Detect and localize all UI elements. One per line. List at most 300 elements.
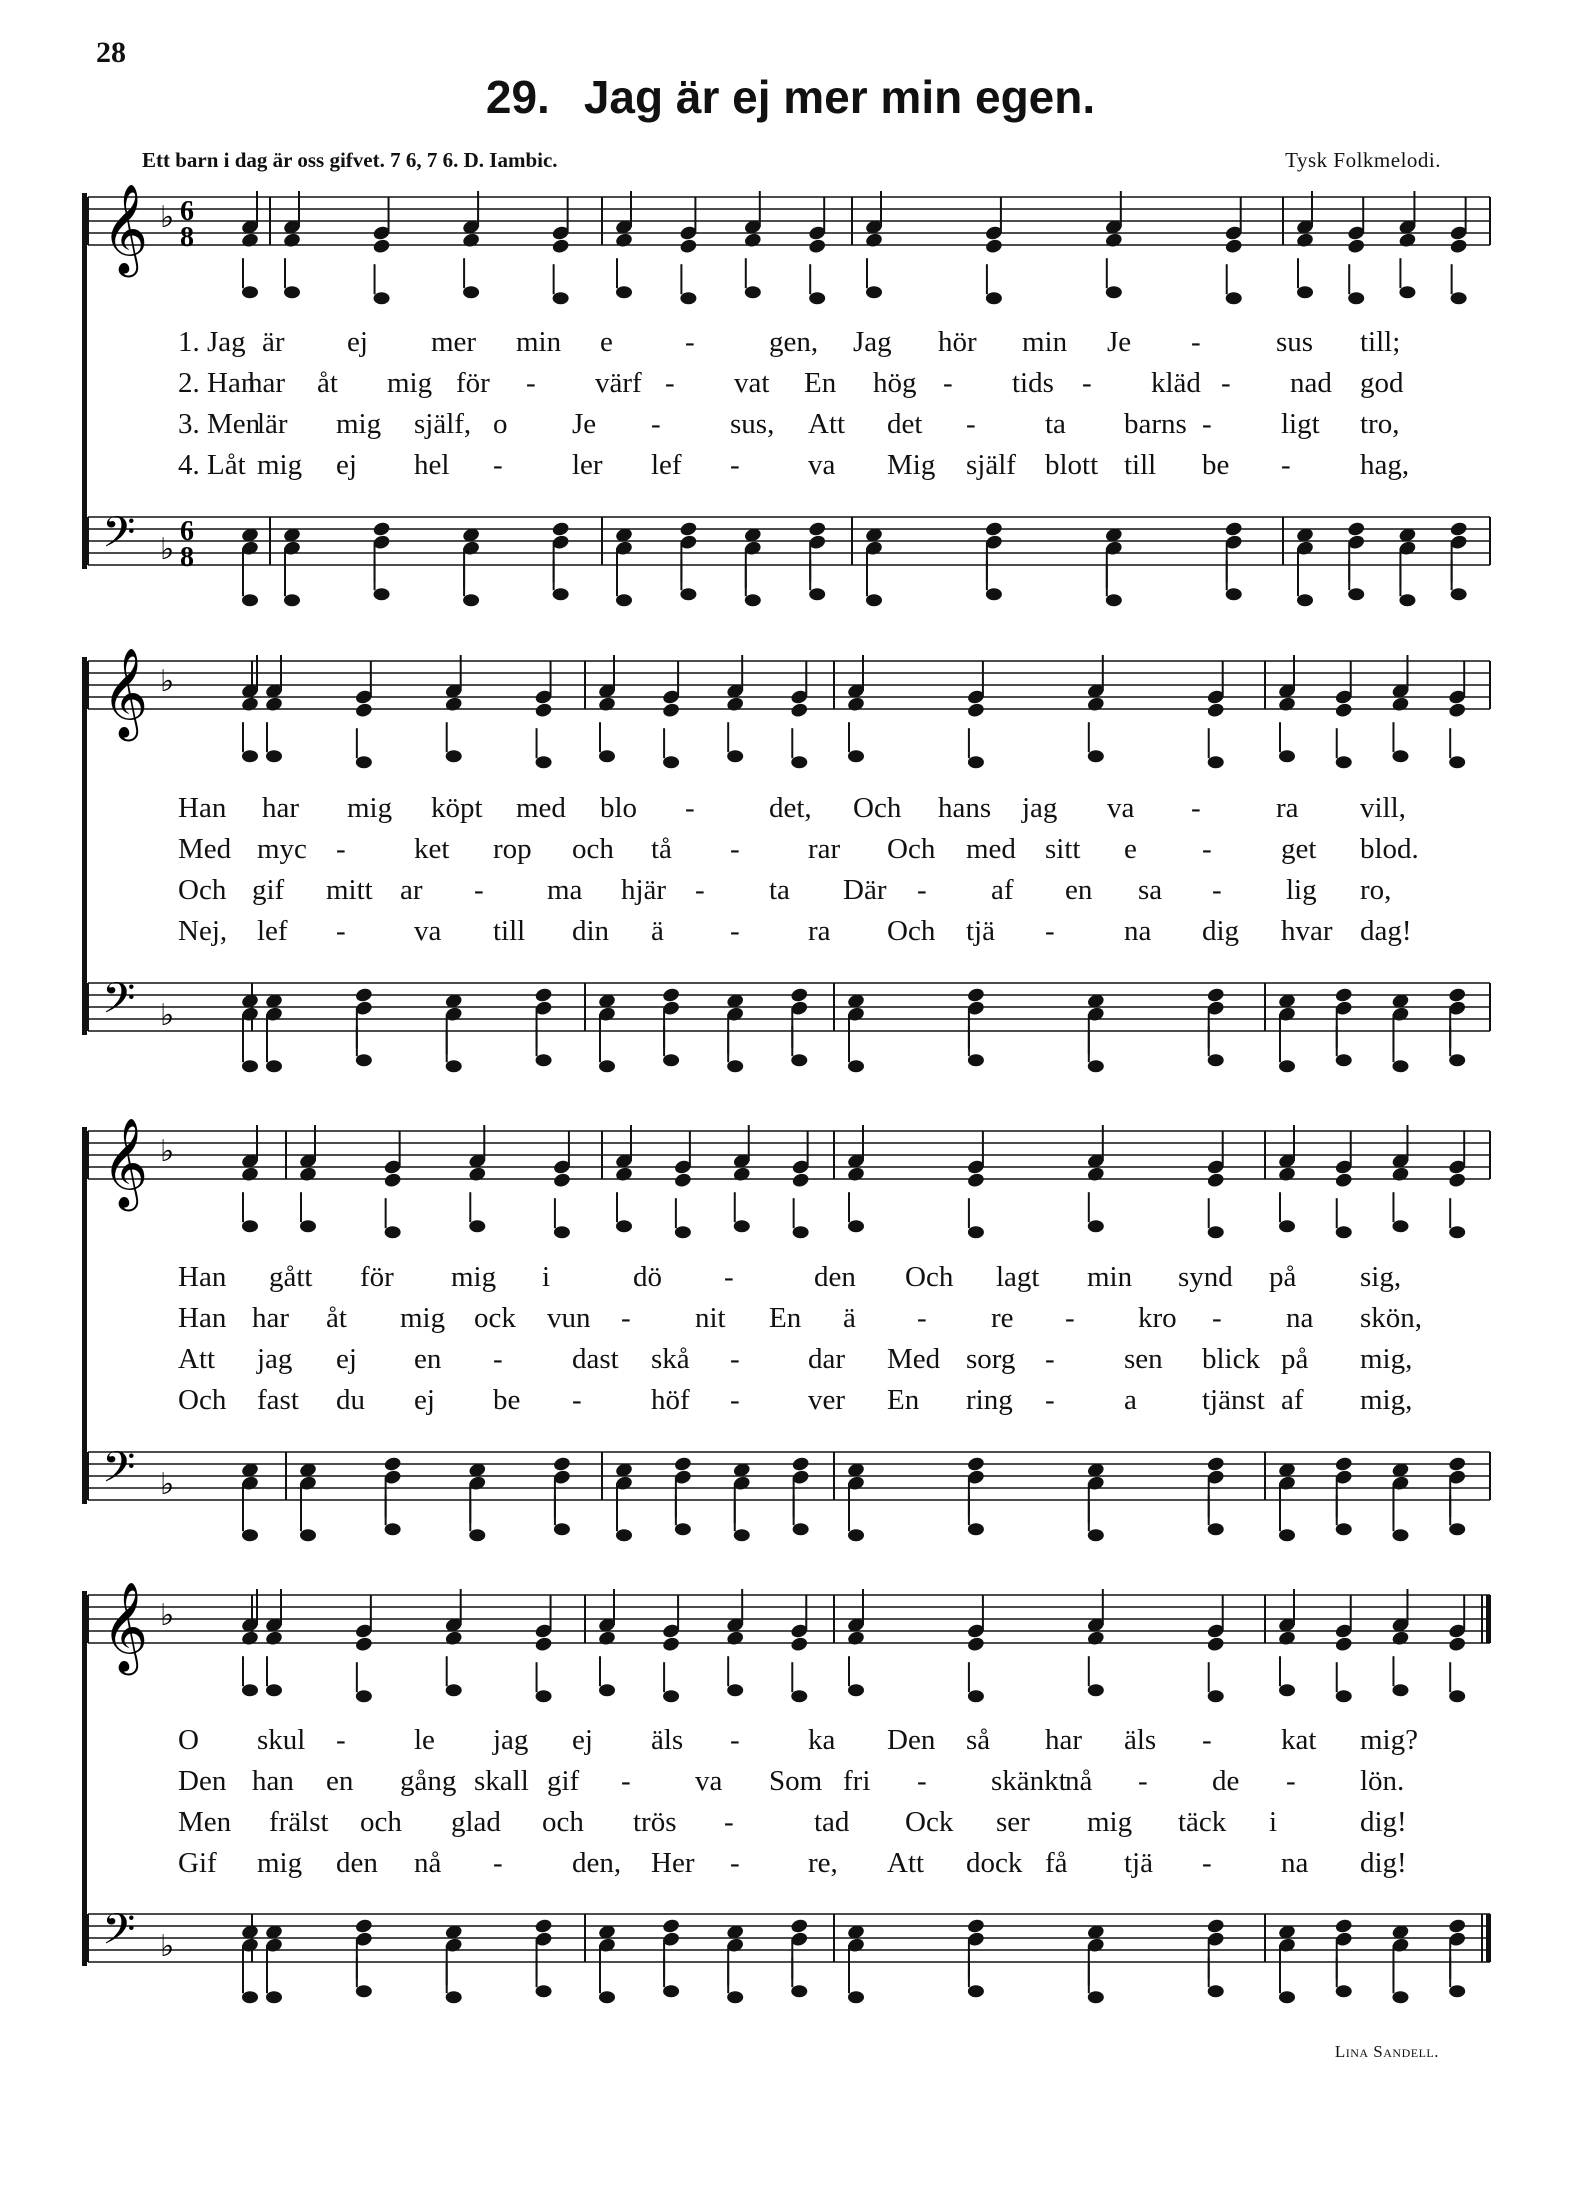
lyric-syllable: - [917, 874, 927, 906]
note-head [1347, 238, 1366, 255]
lyric-syllable: - [730, 1847, 740, 1879]
note-head [793, 1523, 809, 1535]
lyric-syllable: - [1045, 1343, 1055, 1375]
lyric-syllable: hög [873, 367, 917, 399]
note-head [734, 1529, 750, 1541]
lyric-syllable: lön. [1360, 1765, 1405, 1797]
lyric-syllable: - [730, 1343, 740, 1375]
note-head [809, 292, 825, 304]
lyric-syllable: - [1065, 1302, 1075, 1334]
note-head [793, 1226, 809, 1238]
note-head [264, 1630, 283, 1647]
lyric-syllable: de [1212, 1765, 1240, 1797]
lyric-syllable: dig [1202, 915, 1240, 947]
note-head [300, 1220, 316, 1232]
note-head [240, 1166, 259, 1183]
lyric-syllable: åt [326, 1302, 347, 1334]
note-head [1392, 1220, 1408, 1232]
lyric-syllable: köpt [431, 792, 483, 824]
note-head [1279, 1529, 1295, 1541]
lyric-syllable: - [1286, 1765, 1296, 1797]
note-head [1208, 1226, 1224, 1238]
note-head [242, 750, 258, 762]
lyric-syllable: nit [695, 1302, 726, 1334]
note-head [616, 594, 632, 606]
lyric-syllable: Och [905, 1261, 954, 1293]
lyric-syllable: ver [808, 1384, 846, 1416]
note-head [726, 696, 745, 713]
lyric-syllable: mig? [1360, 1724, 1418, 1756]
lyric-syllable: är [262, 326, 285, 358]
note-head [1449, 521, 1468, 538]
lyric-syllable: på [1281, 1343, 1309, 1375]
lyric-syllable: - [685, 326, 695, 358]
note-head [1391, 696, 1410, 713]
lyric-syllable: - [1281, 449, 1291, 481]
note-head [808, 521, 827, 538]
lyric-syllable: - [917, 1765, 927, 1797]
lyric-line [0, 404, 1581, 445]
lyric-syllable: med [516, 792, 566, 824]
note-head [469, 1529, 485, 1541]
lyric-syllable: tjänst [1202, 1384, 1265, 1416]
lyric-syllable: fast [257, 1384, 299, 1416]
note-head [1279, 1684, 1295, 1696]
note-head [1449, 238, 1468, 255]
lyric-syllable: e [1124, 833, 1137, 865]
lyric-syllable: så [966, 1724, 991, 1756]
lyric-syllable: va [808, 449, 836, 481]
lyric-syllable: få [1045, 1847, 1068, 1879]
lyric-syllable: sitt [1045, 833, 1081, 865]
lyric-syllable: Je [572, 408, 597, 440]
note-head [866, 594, 882, 606]
lyric-line [0, 1843, 1581, 1884]
lyric-syllable: sa [1138, 874, 1163, 906]
note-head [745, 286, 761, 298]
note-head [1391, 1166, 1410, 1183]
lyric-syllable: lagt [996, 1261, 1040, 1293]
note-head [791, 1054, 807, 1066]
note-head [240, 1630, 259, 1647]
note-head [534, 1918, 553, 1935]
lyric-syllable: ket [414, 833, 450, 865]
flat-icon: ♭ [160, 200, 175, 235]
lyric-syllable: blott [1045, 449, 1099, 481]
note-head [790, 1636, 809, 1653]
note-head [372, 238, 391, 255]
note-head [383, 1172, 402, 1189]
treble-clef-icon: 𝄞 [102, 1582, 149, 1672]
lyric-syllable: gått [269, 1261, 313, 1293]
note-head [968, 1226, 984, 1238]
note-head [599, 1684, 615, 1696]
lyric-syllable: tro, [1360, 408, 1400, 440]
note-head [984, 521, 1003, 538]
lyric-syllable: va [414, 915, 442, 947]
lyric-syllable: Nej, [178, 915, 228, 947]
note-head [554, 1523, 570, 1535]
treble-clef-icon: 𝄞 [102, 1118, 149, 1208]
lyric-syllable: vill, [1360, 792, 1406, 824]
note-head [848, 1991, 864, 2003]
lyric-syllable: na [1124, 915, 1152, 947]
note-head [848, 1060, 864, 1072]
lyric-syllable: Jag [853, 326, 892, 358]
note-head [1208, 1690, 1224, 1702]
note-head [1399, 286, 1415, 298]
lyric-syllable: dar [808, 1343, 846, 1375]
lyric-syllable: - [1221, 367, 1231, 399]
lyric-syllable: mig, [1360, 1384, 1413, 1416]
lyric-syllable: - [685, 792, 695, 824]
note-head [444, 1630, 463, 1647]
lyric-syllable: get [1281, 833, 1317, 865]
time-signature-denominator: 8 [180, 222, 194, 253]
lyric-line [0, 1802, 1581, 1843]
lyric-syllable: han [252, 1765, 294, 1797]
note-head [1104, 232, 1123, 249]
note-head [1088, 1220, 1104, 1232]
lyric-syllable: nad [1290, 367, 1332, 399]
final-barline-thick [1486, 1914, 1491, 1962]
note-head [383, 1456, 402, 1473]
note-head [1088, 1684, 1104, 1696]
note-head [354, 702, 373, 719]
lyric-syllable: a [1124, 1384, 1137, 1416]
note-head [1334, 1172, 1353, 1189]
lyric-syllable: gif [252, 874, 285, 906]
note-head [553, 292, 569, 304]
note-head [966, 1636, 985, 1653]
lyric-syllable: - [621, 1302, 631, 1334]
lyric-syllable: mer [431, 326, 477, 358]
note-head [1295, 232, 1314, 249]
lyric-syllable: Att [808, 408, 846, 440]
lyric-syllable: - [724, 1261, 734, 1293]
lyric-syllable: dag! [1360, 915, 1412, 947]
note-head [1448, 987, 1467, 1004]
lyric-syllable: Och [178, 874, 227, 906]
note-head [1206, 1918, 1225, 1935]
note-head [536, 1054, 552, 1066]
lyric-syllable: mig [336, 408, 382, 440]
note-head [680, 588, 696, 600]
lyric-syllable: - [336, 1724, 346, 1756]
lyric-syllable: äls [651, 1724, 684, 1756]
lyric-syllable: ligt [1281, 408, 1320, 440]
lyric-syllable: och [360, 1806, 402, 1838]
note-head [662, 1918, 681, 1935]
lyric-syllable: till [1124, 449, 1157, 481]
note-head [1392, 1529, 1408, 1541]
lyric-line [0, 363, 1581, 404]
note-head [534, 1636, 553, 1653]
lyric-syllable: be [1202, 449, 1230, 481]
lyric-syllable: ä [843, 1302, 856, 1334]
note-head [727, 1060, 743, 1072]
lyric-line [0, 870, 1581, 911]
lyric-syllable: mitt [326, 874, 373, 906]
lyric-syllable: - [730, 1724, 740, 1756]
lyric-syllable: - [730, 1384, 740, 1416]
lyric-syllable: sus, [730, 408, 775, 440]
lyric-syllable: Och [887, 915, 936, 947]
note-head [1449, 1226, 1465, 1238]
note-head [354, 1636, 373, 1653]
lyric-syllable: O [178, 1724, 199, 1756]
note-head [1088, 1991, 1104, 2003]
lyric-syllable: trös [633, 1806, 677, 1838]
lyric-syllable: lig [1286, 874, 1317, 906]
lyric-syllable: nå [414, 1847, 442, 1879]
note-head [1206, 987, 1225, 1004]
lyric-line [0, 1298, 1581, 1339]
lyrics-block [0, 1257, 1581, 1421]
note-head [968, 1054, 984, 1066]
lyric-line [0, 1720, 1581, 1761]
lyric-syllable: den [336, 1847, 378, 1879]
lyric-syllable: be [493, 1384, 521, 1416]
lyric-syllable: det [887, 408, 923, 440]
note-head [356, 756, 372, 768]
note-head [726, 1630, 745, 1647]
lyric-syllable: dast [572, 1343, 619, 1375]
lyric-line [0, 788, 1581, 829]
note-head [1208, 1523, 1224, 1535]
lyric-syllable: äls [1124, 1724, 1157, 1756]
lyric-syllable: myc [257, 833, 307, 865]
note-head [446, 1060, 462, 1072]
lyric-syllable: - [1212, 874, 1222, 906]
note-head [462, 232, 481, 249]
lyric-syllable: själf, [414, 408, 472, 440]
lyric-syllable: hel [414, 449, 450, 481]
lyric-syllable: i [1269, 1806, 1278, 1838]
note-head [679, 521, 698, 538]
note-head [984, 238, 1003, 255]
lyric-syllable: din [572, 915, 610, 947]
lyric-syllable: o [493, 408, 508, 440]
lyric-syllable: ta [769, 874, 790, 906]
note-head [1208, 1054, 1224, 1066]
lyric-syllable: - [1045, 915, 1055, 947]
note-head [446, 750, 462, 762]
note-head [1448, 1172, 1467, 1189]
note-head [846, 1630, 865, 1647]
lyric-syllable: Men [178, 1806, 232, 1838]
note-head [1336, 1690, 1352, 1702]
lyric-line [0, 445, 1581, 486]
note-head [1449, 1690, 1465, 1702]
lyric-syllable: den [814, 1261, 856, 1293]
lyric-syllable: rar [808, 833, 841, 865]
note-head [1451, 292, 1467, 304]
note-head [554, 1226, 570, 1238]
lyric-syllable: dig! [1360, 1806, 1407, 1838]
note-head [1347, 521, 1366, 538]
lyric-syllable: har [252, 1302, 290, 1334]
note-head [1391, 1630, 1410, 1647]
note-head [1106, 286, 1122, 298]
time-signature-denominator: 8 [180, 542, 194, 573]
lyric-syllable: dock [966, 1847, 1023, 1879]
lyric-syllable: ock [474, 1302, 516, 1334]
lyric-syllable: 4. Låt [178, 449, 246, 481]
lyric-syllable: Där [843, 874, 887, 906]
lyric-syllable: till [493, 915, 526, 947]
lyric-syllable: - [966, 408, 976, 440]
time-signature-numerator: 6 [180, 196, 194, 227]
lyric-syllable: har [262, 792, 300, 824]
note-head [374, 588, 390, 600]
lyric-syllable: Och [178, 1384, 227, 1416]
lyric-syllable: Den [887, 1724, 936, 1756]
note-head [552, 1456, 571, 1473]
lyric-syllable: ler [572, 449, 603, 481]
note-head [1336, 1054, 1352, 1066]
note-head [1336, 756, 1352, 768]
note-head [597, 1630, 616, 1647]
note-head [1088, 750, 1104, 762]
note-head [463, 286, 479, 298]
lyric-syllable: - [651, 408, 661, 440]
lyric-syllable: hag, [1360, 449, 1410, 481]
note-head [372, 521, 391, 538]
note-head [552, 1172, 571, 1189]
lyric-syllable: tad [814, 1806, 850, 1838]
note-head [791, 1690, 807, 1702]
note-head [446, 1991, 462, 2003]
lyric-syllable: frälst [269, 1806, 329, 1838]
lyric-syllable: Her [651, 1847, 695, 1879]
lyric-syllable: min [1087, 1261, 1133, 1293]
note-head [468, 1166, 487, 1183]
lyric-syllable: ro, [1360, 874, 1392, 906]
lyric-syllable: - [1202, 1847, 1212, 1879]
lyric-syllable: - [1082, 367, 1092, 399]
note-head [1226, 588, 1242, 600]
lyric-syllable: för [360, 1261, 394, 1293]
note-head [463, 594, 479, 606]
note-head [534, 702, 553, 719]
lyric-syllable: hör [938, 326, 977, 358]
note-head [1392, 750, 1408, 762]
lyric-syllable: Mig [887, 449, 936, 481]
note-head [534, 987, 553, 1004]
note-head [1449, 1054, 1465, 1066]
hymn-title-text: Jag är ej mer min egen. [583, 71, 1096, 123]
note-head [1336, 1226, 1352, 1238]
treble-clef-icon: 𝄞 [102, 648, 149, 738]
lyric-syllable: och [542, 1806, 584, 1838]
lyric-syllable: lef [257, 915, 288, 947]
note-head [864, 232, 883, 249]
lyric-syllable: blod. [1360, 833, 1419, 865]
lyric-syllable: mig [257, 1847, 303, 1879]
note-head [354, 987, 373, 1004]
lyric-syllable: skå [651, 1343, 690, 1375]
note-head [616, 286, 632, 298]
note-head [1451, 588, 1467, 600]
author-credit: Lina Sandell. [1334, 2042, 1439, 2061]
note-head [968, 1690, 984, 1702]
lyric-syllable: tjä [1124, 1847, 1153, 1879]
lyric-syllable: hans [938, 792, 992, 824]
lyric-syllable: 3. Men [178, 408, 261, 440]
note-head [680, 292, 696, 304]
note-head [966, 987, 985, 1004]
lyric-syllable: 2. Han [178, 367, 256, 399]
lyric-syllable: - [943, 367, 953, 399]
note-head [614, 1166, 633, 1183]
note-head [536, 1985, 552, 1997]
lyric-syllable: kat [1281, 1724, 1317, 1756]
note-head [1448, 702, 1467, 719]
note-head [444, 696, 463, 713]
lyric-syllable: - [526, 367, 536, 399]
lyric-syllable: Med [887, 1343, 941, 1375]
note-head [675, 1523, 691, 1535]
lyric-syllable: Je [1107, 326, 1132, 358]
lyric-syllable: och [572, 833, 614, 865]
note-head [866, 286, 882, 298]
note-head [673, 1456, 692, 1473]
lyric-line [0, 911, 1581, 952]
note-head [300, 1529, 316, 1541]
note-head [242, 594, 258, 606]
note-head [356, 1690, 372, 1702]
lyric-syllable: - [336, 915, 346, 947]
lyric-syllable: re, [808, 1847, 838, 1879]
note-head [662, 987, 681, 1004]
note-head [663, 756, 679, 768]
note-head [679, 238, 698, 255]
lyric-line [0, 1257, 1581, 1298]
lyric-syllable: glad [451, 1806, 501, 1838]
lyric-syllable: re [991, 1302, 1014, 1334]
note-head [264, 696, 283, 713]
note-head [1279, 750, 1295, 762]
note-head [1334, 987, 1353, 1004]
hymn-number: 29. [485, 71, 550, 123]
note-head [240, 232, 259, 249]
note-head [791, 1985, 807, 1997]
note-head [662, 1636, 681, 1653]
note-head [663, 1054, 679, 1066]
lyric-syllable: barns [1124, 408, 1187, 440]
note-head [1448, 1456, 1467, 1473]
note-head [1336, 1985, 1352, 1997]
note-head [1206, 1456, 1225, 1473]
note-head [1348, 292, 1364, 304]
note-head [1279, 1220, 1295, 1232]
lyric-syllable: tids [1012, 367, 1054, 399]
lyric-syllable: le [414, 1724, 435, 1756]
lyric-syllable: - [1191, 792, 1201, 824]
note-head [1297, 594, 1313, 606]
lyric-syllable: tå [651, 833, 672, 865]
lyric-line [0, 829, 1581, 870]
lyric-syllable: nå [1065, 1765, 1093, 1797]
note-head [266, 1060, 282, 1072]
note-head [1334, 1918, 1353, 1935]
lyric-syllable: skall [474, 1765, 529, 1797]
note-head [1106, 594, 1122, 606]
note-head [848, 1684, 864, 1696]
lyric-syllable: den, [572, 1847, 622, 1879]
note-head [553, 588, 569, 600]
